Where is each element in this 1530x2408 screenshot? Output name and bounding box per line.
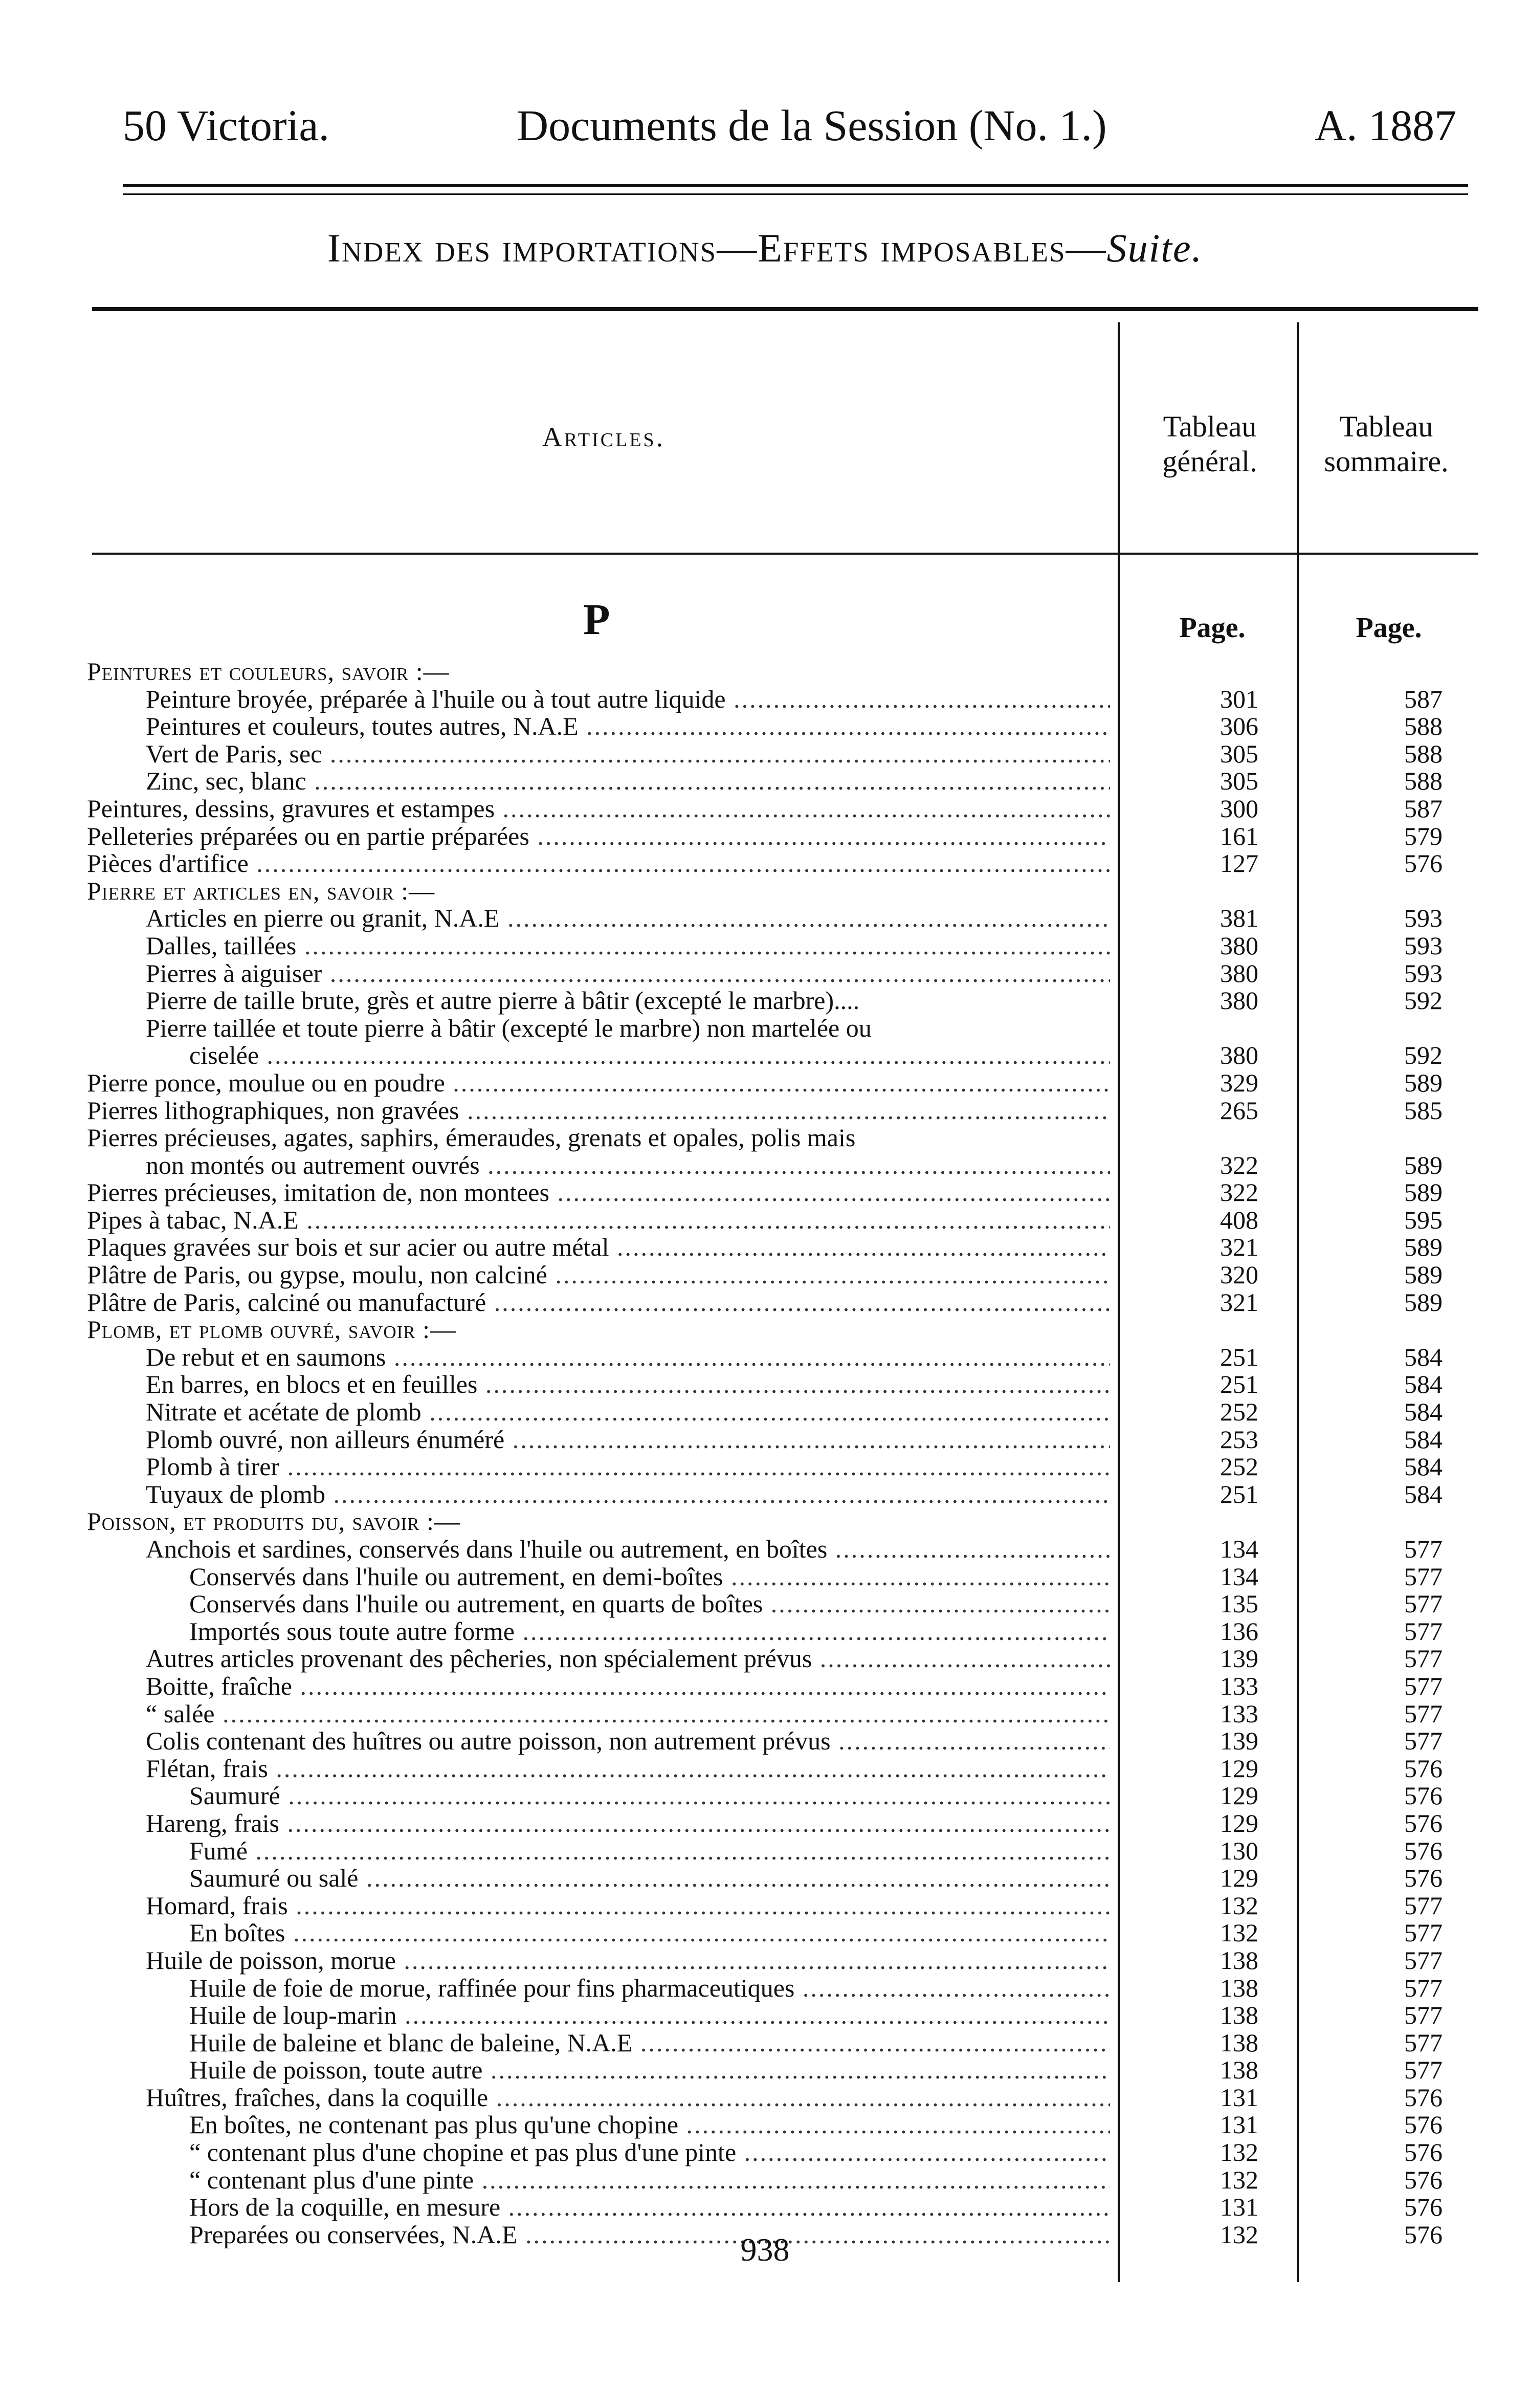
entry-article-text: Pierre taillée et toute pierre à bâtir (excepté le marbre) non martelée ou	[146, 1014, 872, 1042]
entry-page-sommaire: 584	[1404, 1452, 1443, 1481]
entry-page-general: 132	[1220, 2220, 1258, 2249]
index-entry-row	[0, 2139, 1530, 2166]
index-entry-row	[0, 1508, 1530, 1536]
entry-page-general: 132	[1220, 1918, 1258, 1947]
entry-article	[189, 1919, 1110, 1947]
entry-page-general: 321	[1220, 1233, 1258, 1262]
entry-article-text: Plâtre de Paris, calciné ou manufacturé .....	[87, 1289, 1110, 1317]
index-entry-row	[0, 2029, 1530, 2057]
entry-page-sommaire: 576	[1404, 2165, 1443, 2194]
entry-page-sommaire: 576	[1404, 1836, 1443, 1865]
entry-article	[87, 1261, 1110, 1289]
entry-page-sommaire: 577	[1404, 2028, 1443, 2057]
entry-page-general: 131	[1220, 2193, 1258, 2222]
index-entry-row	[0, 1645, 1530, 1673]
entry-article	[146, 2084, 1110, 2112]
index-entry-row	[0, 1179, 1530, 1207]
entry-article-text: Huile de poisson, toute autre .....	[189, 2056, 1110, 2084]
entry-page-sommaire: 593	[1404, 958, 1443, 988]
entry-article-text: Plomb à tirer .....	[146, 1453, 1110, 1481]
entry-article-text: Hors de la coquille, en mesure .....	[189, 2194, 1110, 2221]
index-entry-row	[0, 1426, 1530, 1454]
entry-page-sommaire: 577	[1404, 1535, 1443, 1563]
entry-page-sommaire: 576	[1404, 849, 1443, 878]
header-document-title: Documents de la Session (No. 1.)	[517, 101, 1107, 150]
entry-page-general: 129	[1220, 1754, 1258, 1783]
entry-article	[146, 713, 1110, 740]
entry-article-text: Huile de poisson, morue .....	[146, 1947, 1110, 1975]
tableau-sommaire-line2: sommaire.	[1324, 445, 1449, 478]
entry-page-sommaire: 589	[1404, 1068, 1443, 1097]
entry-page-sommaire: 577	[1404, 1945, 1443, 1975]
entry-article	[146, 1426, 1110, 1454]
entry-article-text: En barres, en blocs et en feuilles .....	[146, 1371, 1110, 1398]
entry-page-general: 129	[1220, 1864, 1258, 1893]
entry-article-text: Plaques gravées sur bois et sur acier ou autre métal .....	[87, 1234, 1110, 1261]
index-entry-row	[0, 1727, 1530, 1755]
entry-page-general: 138	[1220, 2028, 1258, 2057]
entry-article-text: Boitte, fraîche .....	[146, 1673, 1110, 1700]
index-entry-row	[0, 1919, 1530, 1947]
tableau-sommaire-line1: Tableau	[1339, 410, 1433, 443]
entry-page-general: 131	[1220, 2110, 1258, 2139]
index-entry-row	[0, 850, 1530, 878]
entry-page-sommaire: 577	[1404, 1726, 1443, 1756]
entry-page-general: 133	[1220, 1699, 1258, 1728]
entry-page-sommaire: 579	[1404, 821, 1443, 850]
index-entry-row	[0, 2111, 1530, 2139]
index-entry-row	[0, 878, 1530, 905]
header-rule-bottom	[123, 193, 1468, 195]
entry-page-general: 131	[1220, 2083, 1258, 2112]
entry-page-sommaire: 592	[1404, 986, 1443, 1015]
entry-page-sommaire: 577	[1404, 1562, 1443, 1591]
entry-page-general: 132	[1220, 2165, 1258, 2194]
articles-column-header: Articles.	[542, 422, 666, 452]
entry-article-text: Pipes à tabac, N.A.E .....	[87, 1207, 1110, 1234]
entry-page-sommaire: 576	[1404, 2220, 1443, 2249]
entry-page-sommaire: 577	[1404, 1589, 1443, 1618]
entry-article	[189, 2029, 1110, 2057]
index-entry-row	[0, 1042, 1530, 1069]
entry-article	[146, 768, 1110, 795]
entry-article	[146, 1398, 1110, 1426]
entry-article	[87, 1179, 1110, 1207]
entry-article-text: Conservés dans l'huile ou autrement, en quarts de boîtes .....	[189, 1590, 1110, 1618]
entry-article-text: Zinc, sec, blanc .....	[146, 768, 1110, 795]
index-entry-row	[0, 960, 1530, 988]
entry-page-general: 129	[1220, 1808, 1258, 1837]
index-entry-row	[0, 1755, 1530, 1783]
entry-page-sommaire: 589	[1404, 1233, 1443, 1262]
entry-page-general: 252	[1220, 1452, 1258, 1481]
entry-article	[189, 1042, 1110, 1069]
entry-page-sommaire: 585	[1404, 1096, 1443, 1125]
header-rule-top	[123, 184, 1468, 187]
entry-article	[87, 658, 1110, 686]
entry-article-text: Colis contenant des huîtres ou autre poisson, non autrement prévus .....	[146, 1727, 1110, 1755]
entry-article	[146, 932, 1110, 960]
entry-article-text: Huile de loup-marin .....	[189, 2002, 1110, 2029]
index-entry-row	[0, 2084, 1530, 2112]
entry-page-sommaire: 588	[1404, 739, 1443, 768]
entry-article	[146, 1727, 1110, 1755]
entry-page-general: 134	[1220, 1562, 1258, 1591]
entry-article-text: Anchois et sardines, conservés dans l'huile ou autrement, en boîtes .....	[146, 1536, 1110, 1563]
index-entry-row	[0, 1481, 1530, 1508]
entry-article-text: Peinture broyée, préparée à l'huile ou à tout autre liquide .....	[146, 686, 1110, 713]
entry-article-text: Fumé .....	[189, 1837, 1110, 1865]
entry-page-general: 132	[1220, 2138, 1258, 2167]
entry-page-general: 322	[1220, 1178, 1258, 1207]
index-entry-row	[0, 768, 1530, 795]
entry-article	[146, 1453, 1110, 1481]
entry-page-sommaire: 584	[1404, 1370, 1443, 1399]
index-entry-row	[0, 1892, 1530, 1920]
entry-page-general: 133	[1220, 1671, 1258, 1700]
entry-page-sommaire: 589	[1404, 1260, 1443, 1289]
entry-page-general: 138	[1220, 1945, 1258, 1975]
index-title-suite: Suite.	[1106, 226, 1203, 270]
entry-article	[189, 1975, 1110, 2002]
header-volume: 50 Victoria.	[123, 101, 330, 150]
entry-page-general: 380	[1220, 1041, 1258, 1070]
entry-article-text: Peintures, dessins, gravures et estampes .....	[87, 795, 1110, 823]
entry-article	[189, 2056, 1110, 2084]
entry-article	[189, 2166, 1110, 2194]
table-top-rule	[92, 307, 1478, 311]
entry-group-heading: Pierre et articles en, savoir :—	[87, 877, 435, 905]
entry-page-sommaire: 577	[1404, 1616, 1443, 1646]
index-entry-row	[0, 1316, 1530, 1344]
tableau-general-header	[1123, 409, 1297, 479]
entry-page-general: 129	[1220, 1781, 1258, 1810]
entry-group-heading: Poisson, et produits du, savoir :—	[87, 1508, 460, 1536]
entry-page-general: 139	[1220, 1726, 1258, 1756]
entry-page-sommaire: 576	[1404, 2193, 1443, 2222]
entry-article	[146, 1481, 1110, 1508]
entry-article-text: Pierre de taille brute, grès et autre pierre à bâtir (excepté le marbre)....	[146, 987, 860, 1015]
entry-page-sommaire: 595	[1404, 1205, 1443, 1234]
index-entry-row	[0, 1810, 1530, 1837]
entry-page-general: 306	[1220, 712, 1258, 741]
entry-article	[146, 1344, 1110, 1371]
entry-page-general: 251	[1220, 1479, 1258, 1508]
index-entry-row	[0, 740, 1530, 768]
index-entry-row	[0, 823, 1530, 850]
index-entry-row	[0, 1700, 1530, 1728]
index-entry-row	[0, 1947, 1530, 1975]
entry-article	[87, 1316, 1110, 1344]
entry-article	[146, 1810, 1110, 1837]
entry-article	[146, 686, 1110, 713]
entry-article	[87, 823, 1110, 850]
index-entry-row	[0, 1536, 1530, 1563]
page-number: 938	[740, 2231, 790, 2268]
entry-article	[87, 1097, 1110, 1125]
entry-article	[87, 1069, 1110, 1097]
entry-page-general: 408	[1220, 1205, 1258, 1234]
entry-article	[146, 1673, 1110, 1700]
index-entry-row	[0, 1289, 1530, 1317]
entry-page-general: 252	[1220, 1397, 1258, 1427]
entry-article	[189, 1865, 1110, 1892]
entry-article-text: “ contenant plus d'une pinte .....	[189, 2166, 1110, 2194]
page-label-sommaire: Page.	[1356, 612, 1422, 644]
index-entry-row	[0, 1865, 1530, 1892]
index-entry-row	[0, 1837, 1530, 1865]
index-entry-row	[0, 1097, 1530, 1125]
entry-page-sommaire: 589	[1404, 1287, 1443, 1317]
entry-article-text: Hareng, frais .....	[146, 1810, 1110, 1837]
entry-article	[146, 987, 1110, 1015]
entry-page-sommaire: 584	[1404, 1479, 1443, 1508]
entry-page-general: 321	[1220, 1287, 1258, 1317]
entry-article	[87, 1234, 1110, 1261]
index-entry-row	[0, 795, 1530, 823]
entry-page-sommaire: 577	[1404, 2055, 1443, 2085]
entry-article	[189, 1590, 1110, 1618]
index-entry-row	[0, 1453, 1530, 1481]
index-entry-row	[0, 1563, 1530, 1591]
index-entry-row	[0, 1590, 1530, 1618]
index-entry-row	[0, 1234, 1530, 1261]
entry-article-text: Pierre ponce, moulue ou en poudre .....	[87, 1069, 1110, 1097]
entry-article-text: Preparées ou conservées, N.A.E .....	[189, 2221, 1110, 2249]
entry-page-general: 138	[1220, 1973, 1258, 2002]
entry-article-text: Homard, frais .....	[146, 1892, 1110, 1920]
running-head	[0, 100, 1530, 156]
index-entry-row	[0, 1673, 1530, 1700]
entry-group-heading: Peintures et couleurs, savoir :—	[87, 658, 450, 686]
entry-article	[146, 1536, 1110, 1563]
entry-page-sommaire: 589	[1404, 1150, 1443, 1179]
column-header-rule	[92, 553, 1478, 555]
index-entry-row	[0, 1069, 1530, 1097]
entry-page-sommaire: 584	[1404, 1397, 1443, 1427]
entry-page-sommaire: 576	[1404, 1781, 1443, 1810]
index-entry-row	[0, 1124, 1530, 1152]
entry-article-text: Plâtre de Paris, ou gypse, moulu, non calciné .....	[87, 1261, 1110, 1289]
entry-article	[189, 2194, 1110, 2221]
entry-page-sommaire: 588	[1404, 712, 1443, 741]
entry-article-text: Huile de foie de morue, raffinée pour fins pharmaceutiques .....	[189, 1975, 1110, 2002]
entry-page-sommaire: 584	[1404, 1342, 1443, 1371]
entry-article-text: Autres articles provenant des pêcheries, non spécialement prévus .....	[146, 1645, 1110, 1673]
entry-article-text: Conservés dans l'huile ou autrement, en demi-boîtes .....	[189, 1563, 1110, 1591]
entry-page-general: 130	[1220, 1836, 1258, 1865]
index-entry-row	[0, 932, 1530, 960]
entry-article	[146, 1755, 1110, 1783]
entry-article-text: Vert de Paris, sec .....	[146, 740, 1110, 768]
entry-page-sommaire: 587	[1404, 684, 1443, 713]
entry-article	[87, 850, 1110, 878]
entry-page-sommaire: 576	[1404, 2110, 1443, 2139]
entry-article-text: Peintures et couleurs, toutes autres, N.A.E .....	[146, 713, 1110, 740]
entry-article	[146, 1015, 1110, 1042]
entry-page-general: 127	[1220, 849, 1258, 878]
entry-article	[87, 795, 1110, 823]
entry-page-general: 265	[1220, 1096, 1258, 1125]
index-entry-row	[0, 2002, 1530, 2029]
tableau-general-line2: général.	[1162, 445, 1257, 478]
entry-article	[189, 2139, 1110, 2166]
header-year: A. 1887	[1315, 101, 1457, 150]
index-entry-row	[0, 987, 1530, 1015]
entry-article-text: Importés sous toute autre forme .....	[189, 1618, 1110, 1646]
index-entry-row	[0, 1261, 1530, 1289]
entry-page-sommaire: 592	[1404, 1041, 1443, 1070]
entry-article-text: De rebut et en saumons .....	[146, 1344, 1110, 1371]
entry-page-general: 138	[1220, 2055, 1258, 2085]
entry-article	[146, 1152, 1110, 1179]
entry-article-text: En boîtes .....	[189, 1919, 1110, 1947]
entry-page-general: 132	[1220, 1891, 1258, 1920]
index-entry-row	[0, 2056, 1530, 2084]
entry-page-sommaire: 577	[1404, 2001, 1443, 2030]
entry-page-sommaire: 593	[1404, 931, 1443, 960]
index-entry-row	[0, 1344, 1530, 1371]
entry-article	[146, 1947, 1110, 1975]
entry-article-text: Saumuré ou salé .....	[189, 1865, 1110, 1892]
index-entry-row	[0, 1152, 1530, 1179]
entry-page-sommaire: 577	[1404, 1671, 1443, 1700]
index-entry-row	[0, 1207, 1530, 1234]
entry-article-text: En boîtes, ne contenant pas plus qu'une chopine .....	[189, 2111, 1110, 2139]
entry-article	[87, 1207, 1110, 1234]
entry-article-text: Pièces d'artifice .....	[87, 850, 1110, 878]
entry-article-text: ciselée .....	[189, 1042, 1110, 1069]
entry-article	[87, 1508, 1110, 1536]
entry-article	[189, 2111, 1110, 2139]
entry-page-general: 380	[1220, 958, 1258, 988]
entry-page-general: 320	[1220, 1260, 1258, 1289]
entry-article	[146, 740, 1110, 768]
tableau-sommaire-header	[1297, 409, 1476, 479]
entry-page-general: 381	[1220, 904, 1258, 933]
entry-page-general: 134	[1220, 1535, 1258, 1563]
entry-article	[87, 1124, 1110, 1152]
entry-article	[87, 878, 1110, 905]
entry-page-general: 161	[1220, 821, 1258, 850]
entry-article-text: Pierres lithographiques, non gravées .....	[87, 1097, 1110, 1125]
entry-article-text: “ salée .....	[146, 1700, 1110, 1728]
entry-page-sommaire: 593	[1404, 904, 1443, 933]
entry-article-text: Flétan, frais .....	[146, 1755, 1110, 1783]
entry-page-sommaire: 589	[1404, 1178, 1443, 1207]
entry-article	[189, 1618, 1110, 1646]
entry-article-text: Huîtres, fraîches, dans la coquille .....	[146, 2084, 1110, 2112]
entry-article-text: “ contenant plus d'une chopine et pas plus d'une pinte .....	[189, 2139, 1110, 2166]
entry-page-sommaire: 576	[1404, 2138, 1443, 2167]
entry-page-general: 329	[1220, 1068, 1258, 1097]
index-entry-row	[0, 1015, 1530, 1042]
tableau-general-line1: Tableau	[1163, 410, 1257, 443]
entry-article-text: Plomb ouvré, non ailleurs énuméré .....	[146, 1426, 1110, 1454]
entry-article	[146, 905, 1110, 932]
entry-article-text: Pierres précieuses, agates, saphirs, émeraudes, grenats et opales, polis mais	[87, 1124, 856, 1152]
entry-page-general: 380	[1220, 931, 1258, 960]
entry-page-sommaire: 576	[1404, 2083, 1443, 2112]
entry-page-general: 251	[1220, 1370, 1258, 1399]
entry-page-sommaire: 576	[1404, 1864, 1443, 1893]
entry-page-general: 136	[1220, 1616, 1258, 1646]
entry-article	[146, 1892, 1110, 1920]
page-label-general: Page.	[1179, 612, 1246, 644]
entry-group-heading: Plomb, et plomb ouvré, savoir :—	[87, 1316, 456, 1344]
index-title-main: Index des importations—Effets imposables—	[327, 226, 1107, 270]
entry-page-sommaire: 588	[1404, 767, 1443, 796]
entry-page-general: 305	[1220, 739, 1258, 768]
entry-page-sommaire: 576	[1404, 1754, 1443, 1783]
entry-article	[146, 1645, 1110, 1673]
entry-article-text: Nitrate et acétate de plomb .....	[146, 1398, 1110, 1426]
index-title	[0, 225, 1530, 271]
entry-page-general: 135	[1220, 1589, 1258, 1618]
entry-page-general: 138	[1220, 2001, 1258, 2030]
section-letter: P	[583, 595, 610, 644]
entry-article	[189, 1782, 1110, 1810]
entry-article	[146, 960, 1110, 988]
entry-page-sommaire: 587	[1404, 794, 1443, 823]
entry-page-general: 139	[1220, 1644, 1258, 1673]
entry-article	[189, 1563, 1110, 1591]
entry-page-general: 251	[1220, 1342, 1258, 1371]
index-entry-row	[0, 686, 1530, 713]
entry-page-general: 301	[1220, 684, 1258, 713]
entry-article	[146, 1700, 1110, 1728]
entry-page-sommaire: 577	[1404, 1891, 1443, 1920]
entry-page-sommaire: 584	[1404, 1425, 1443, 1454]
entry-article-text: Articles en pierre ou granit, N.A.E .....	[146, 905, 1110, 932]
entry-page-sommaire: 577	[1404, 1644, 1443, 1673]
entry-article-text: Pierres à aiguiser .....	[146, 960, 1110, 988]
entry-article-text: Huile de baleine et blanc de baleine, N.A.E .....	[189, 2029, 1110, 2057]
entry-page-general: 305	[1220, 767, 1258, 796]
index-entry-row	[0, 658, 1530, 686]
entry-page-sommaire: 577	[1404, 1699, 1443, 1728]
entry-page-sommaire: 576	[1404, 1808, 1443, 1837]
index-entry-row	[0, 2194, 1530, 2221]
entry-article-text: non montés ou autrement ouvrés .....	[146, 1152, 1110, 1179]
entry-article	[146, 1371, 1110, 1398]
entry-article-text: Pierres précieuses, imitation de, non montees .....	[87, 1179, 1110, 1207]
index-entry-row	[0, 1398, 1530, 1426]
index-entry-row	[0, 1371, 1530, 1398]
entry-article	[189, 1837, 1110, 1865]
index-entry-row	[0, 1618, 1530, 1646]
index-entry-row	[0, 2166, 1530, 2194]
entry-article-text: Pelleteries préparées ou en partie préparées .....	[87, 823, 1110, 850]
entry-page-general: 300	[1220, 794, 1258, 823]
index-entry-row	[0, 905, 1530, 932]
index-entry-row	[0, 713, 1530, 740]
entry-page-sommaire: 577	[1404, 1973, 1443, 2002]
entry-page-sommaire: 577	[1404, 1918, 1443, 1947]
entry-article-text: Tuyaux de plomb .....	[146, 1481, 1110, 1508]
entry-page-general: 253	[1220, 1425, 1258, 1454]
entry-page-general: 322	[1220, 1150, 1258, 1179]
entry-page-general: 380	[1220, 986, 1258, 1015]
index-entries	[0, 658, 1530, 2248]
index-entry-row	[0, 1782, 1530, 1810]
entry-article-text: Dalles, taillées .....	[146, 932, 1110, 960]
entry-article-text: Saumuré .....	[189, 1782, 1110, 1810]
entry-article	[87, 1289, 1110, 1317]
index-entry-row	[0, 1975, 1530, 2002]
entry-article	[189, 2002, 1110, 2029]
